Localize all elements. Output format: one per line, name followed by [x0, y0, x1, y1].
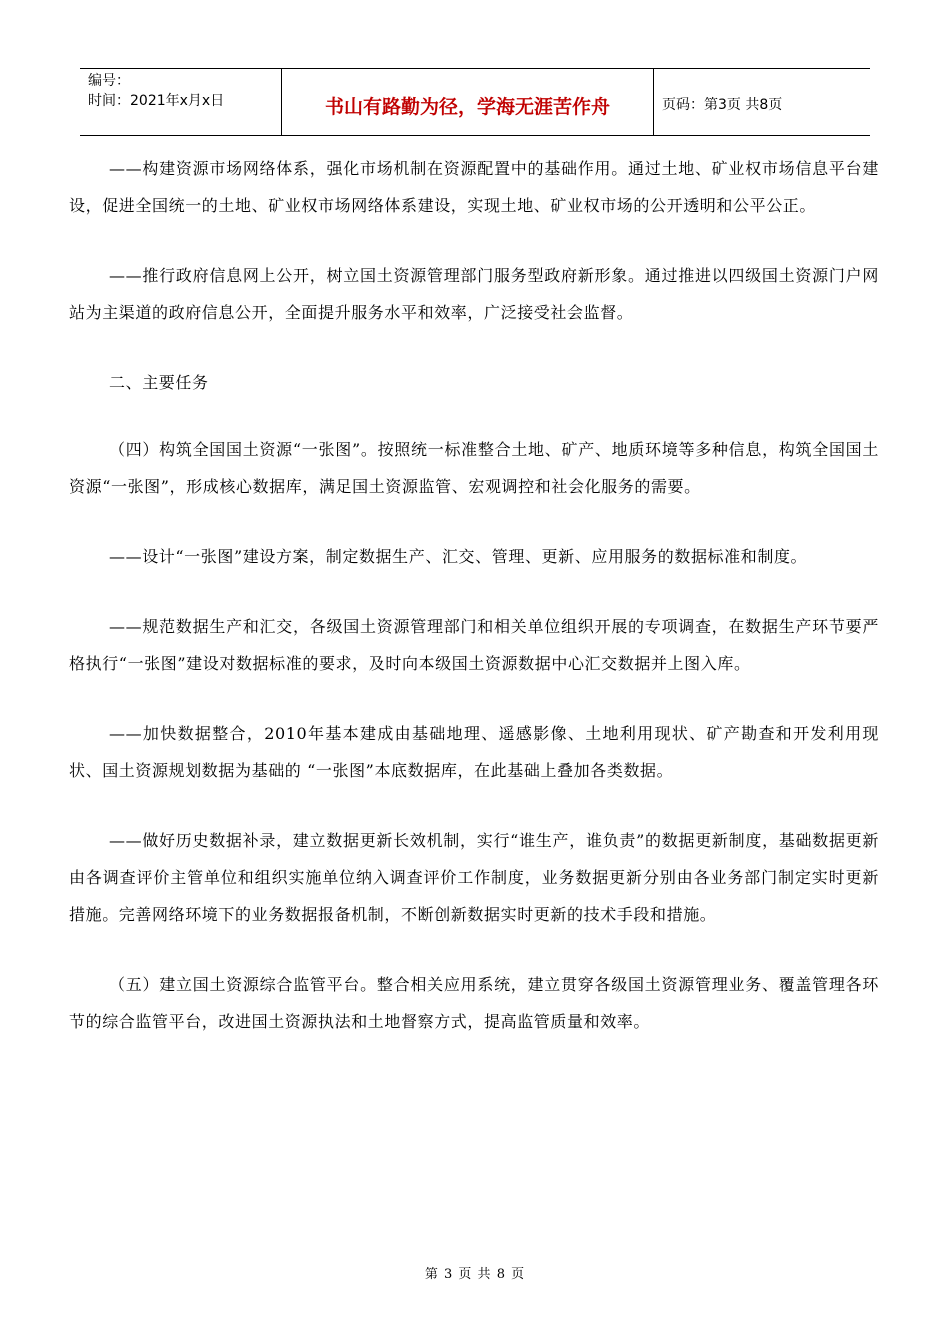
header-motto: 书山有路勤为径，学海无涯苦作舟	[282, 69, 654, 135]
paragraph-market-network: ——构建资源市场网络体系，强化市场机制在资源配置中的基础作用。通过土地、矿业权市场信息平台建设，促进全国统一的土地、矿业权市场网络体系建设，实现土地、矿业权市场的公开透明和公平公正。	[69, 159, 879, 215]
document-header	[80, 68, 870, 136]
number-label: 编号：	[88, 73, 130, 89]
paragraph-data-production: ——规范数据生产和汇交，各级国土资源管理部门和相关单位组织开展的专项调查，在数据生产环节要严格执行“一张图”建设对数据标准的要求，及时向本级国土资源数据中心汇交数据并上图入库。	[69, 617, 879, 673]
paragraph-design-plan: ——设计“一张图”建设方案，制定数据生产、汇交、管理、更新、应用服务的数据标准和制度。	[109, 547, 808, 566]
page-footer: 第 3 页 共 8 页	[424, 1267, 526, 1282]
header-meta-cell	[80, 69, 282, 135]
paragraph-data-integration: ——加快数据整合，2010年基本建成由基础地理、遥感影像、土地利用现状、矿产勘查和开发利用现状、国土资源规划数据为基础的 “一张图”本底数据库，在此基础上叠加各类数据。	[69, 724, 879, 780]
time-label: 时间：2021年x月x日	[88, 93, 225, 109]
section-heading: 二、主要任务	[109, 373, 209, 392]
paragraph-data-update: ——做好历史数据补录，建立数据更新长效机制，实行“谁生产，谁负责”的数据更新制度，基础数据更新由各调查评价主管单位和组织实施单位纳入调查评价工作制度，业务数据更新分别由各业务部门制定实时更新措施。完善网络环境下的业务数据报备机制，不断创新数据实时更新的技术手段和措施。	[69, 831, 879, 924]
document-body	[69, 150, 879, 1073]
paragraph-gov-info: ——推行政府信息网上公开，树立国土资源管理部门服务型政府新形象。通过推进以四级国土资源门户网站为主渠道的政府信息公开，全面提升服务水平和效率，广泛接受社会监督。	[69, 266, 879, 322]
paragraph-supervision-platform: （五）建立国土资源综合监管平台。整合相关应用系统，建立贯穿各级国土资源管理业务、覆盖管理各环节的综合监管平台，改进国土资源执法和土地督察方式，提高监管质量和效率。	[69, 975, 879, 1031]
header-page-info: 页码：第3页 共8页	[662, 97, 783, 113]
paragraph-one-map: （四）构筑全国国土资源“一张图”。按照统一标准整合土地、矿产、地质环境等多种信息，构筑全国国土资源“一张图”，形成核心数据库，满足国土资源监管、宏观调控和社会化服务的需要。	[69, 440, 879, 496]
